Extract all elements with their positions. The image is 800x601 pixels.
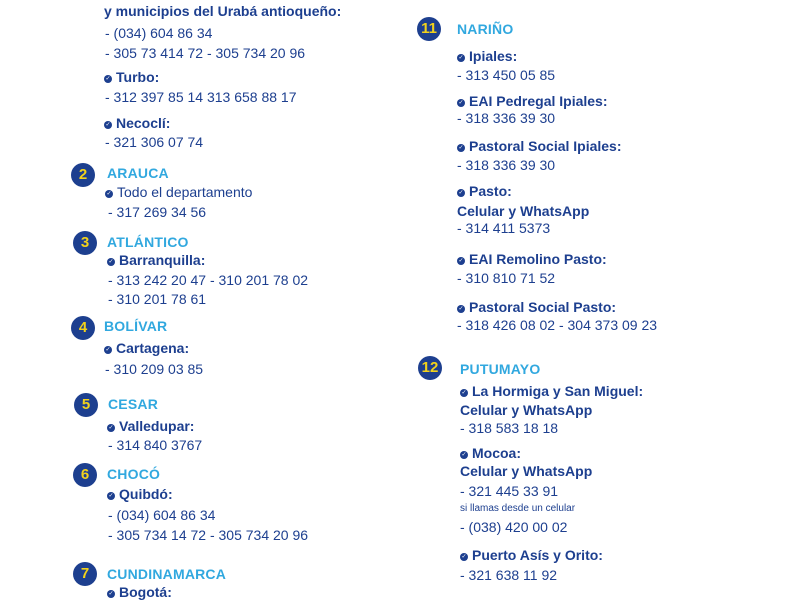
check-icon: ✓ — [105, 122, 111, 128]
celular-whatsapp: Celular y WhatsApp — [460, 463, 593, 479]
dept-number: 4 — [71, 316, 95, 340]
phone: - 313 450 05 85 — [457, 67, 556, 83]
dept-narino: NARIÑO — [457, 21, 514, 37]
phone: - 318 336 39 30 — [457, 110, 556, 126]
phone: - 314 411 5373 — [457, 220, 551, 236]
phone: - 318 336 39 30 — [457, 157, 556, 173]
city-barranquilla: ✓ Barranquilla: — [108, 252, 206, 268]
city-eai-remolino: ✓ EAI Remolino Pasto: — [458, 251, 607, 267]
dept-choco: CHOCÓ — [107, 466, 161, 482]
dept-cundinamarca: CUNDINAMARCA — [107, 566, 227, 582]
phone: - 321 306 07 74 — [105, 134, 204, 150]
check-icon: ✓ — [105, 347, 111, 353]
phone: - 314 840 3767 — [108, 437, 203, 453]
check-icon: ✓ — [458, 190, 464, 196]
check-icon: ✓ — [108, 259, 114, 265]
phone: - 305 73 414 72 - 305 734 20 96 — [105, 45, 306, 61]
phone: - 317 269 34 56 — [108, 204, 207, 220]
city-cartagena: ✓ Cartagena: — [105, 340, 190, 356]
check-icon: ✓ — [105, 76, 111, 82]
city-ipiales: ✓ Ipiales: — [458, 48, 518, 64]
check-icon: ✓ — [461, 554, 467, 560]
dept-number: 7 — [73, 562, 97, 586]
city-mocoa: ✓ Mocoa: — [461, 445, 521, 461]
check-icon: ✓ — [458, 55, 464, 61]
dept-bolivar: BOLÍVAR — [104, 318, 168, 334]
phone: - (034) 604 86 34 — [105, 25, 213, 41]
celular-whatsapp: Celular y WhatsApp — [457, 203, 590, 219]
dept-putumayo: PUTUMAYO — [460, 361, 541, 377]
city-bogota: ✓ Bogotá: — [108, 584, 172, 600]
phone: - 305 734 14 72 - 305 734 20 96 — [108, 527, 309, 543]
uraba-title: y municipios del Urabá antioqueño: — [104, 3, 342, 19]
check-icon: ✓ — [458, 306, 464, 312]
dept-number: 12 — [418, 356, 442, 380]
check-icon: ✓ — [458, 258, 464, 264]
dept-number: 11 — [417, 17, 441, 41]
check-icon: ✓ — [458, 145, 464, 151]
check-icon: ✓ — [461, 452, 467, 458]
city-valledupar: ✓ Valledupar: — [108, 418, 195, 434]
phone: - 313 242 20 47 - 310 201 78 02 — [108, 272, 309, 288]
phone: - 318 583 18 18 — [460, 420, 559, 436]
city-eai-pedregal: ✓ EAI Pedregal Ipiales: — [458, 93, 608, 109]
dept-number: 3 — [73, 231, 97, 255]
city-quibdo: ✓ Quibdó: — [108, 486, 173, 502]
city-turbo: ✓ Turbo: — [105, 69, 160, 85]
note: si llamas desde un celular — [460, 503, 576, 514]
city-pasto: ✓ Pasto: — [458, 183, 512, 199]
dept-number: 6 — [73, 463, 97, 487]
phone: - 310 810 71 52 — [457, 270, 556, 286]
city-puerto-asis: ✓ Puerto Asís y Orito: — [461, 547, 603, 563]
city-la-hormiga: ✓ La Hormiga y San Miguel: — [461, 383, 644, 399]
dept-cesar: CESAR — [108, 396, 159, 412]
phone: - 321 445 33 91 — [460, 483, 559, 499]
dept-arauca: ARAUCA — [107, 165, 169, 181]
phone: - 310 209 03 85 — [105, 361, 204, 377]
check-icon: ✓ — [461, 390, 467, 396]
check-icon: ✓ — [108, 493, 114, 499]
city-necocli: ✓ Necoclí: — [105, 115, 171, 131]
phone: - 310 201 78 61 — [108, 291, 207, 307]
phone: - 321 638 11 92 — [460, 567, 558, 583]
dept-number: 5 — [74, 393, 98, 417]
city-pastoral-pasto: ✓ Pastoral Social Pasto: — [458, 299, 617, 315]
phone: - 318 426 08 02 - 304 373 09 23 — [457, 317, 658, 333]
dept-atlantico: ATLÁNTICO — [107, 234, 189, 250]
phone: - (038) 420 00 02 — [460, 519, 568, 535]
phone: - 312 397 85 14 313 658 88 17 — [105, 89, 297, 105]
phone: - (034) 604 86 34 — [108, 507, 216, 523]
celular-whatsapp: Celular y WhatsApp — [460, 402, 593, 418]
check-icon: ✓ — [106, 191, 112, 197]
city-pastoral-ipiales: ✓ Pastoral Social Ipiales: — [458, 138, 622, 154]
check-icon: ✓ — [458, 100, 464, 106]
check-icon: ✓ — [108, 591, 114, 597]
city-all: ✓ Todo el departamento — [106, 184, 253, 200]
check-icon: ✓ — [108, 425, 114, 431]
dept-number: 2 — [71, 163, 95, 187]
